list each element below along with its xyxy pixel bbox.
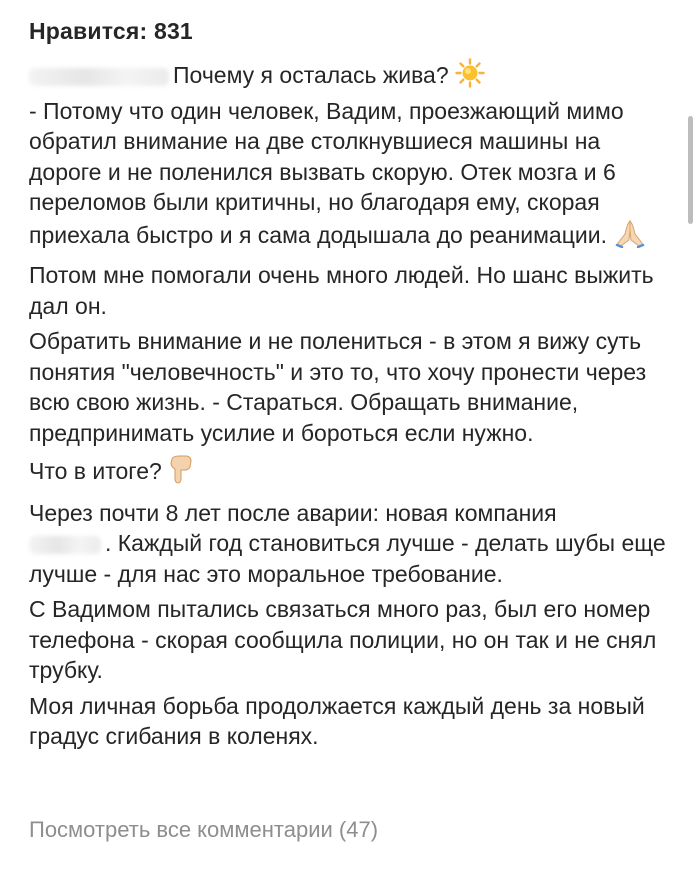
post-caption (29, 58, 679, 757)
folded-hands-emoji-icon (613, 218, 647, 256)
caption-paragraph: Моя личная борьба продолжается каждый день за новый градус сгибания в коленях. (29, 692, 645, 749)
caption-paragraph (29, 453, 679, 493)
caption-question: Что в итоге? (29, 457, 162, 484)
view-all-comments-link[interactable]: Посмотреть все комментарии (47) (29, 817, 379, 842)
likes-count[interactable]: Нравится: 831 (29, 18, 193, 44)
caption-paragraph (29, 58, 679, 255)
caption-first-line: Почему я осталась жива? (173, 61, 449, 88)
redacted-username (29, 68, 169, 86)
caption-result-detail: . Каждый год становиться лучше - делать шубы еще лучше - для нас это моральное требование. (29, 530, 666, 587)
caption-paragraph (29, 498, 679, 590)
scrollbar-thumb[interactable] (688, 116, 693, 224)
caption-paragraph: Потом мне помогали очень много людей. Но шанс выжить дал он. (29, 262, 654, 319)
caption-paragraph: Обратить внимание и не полениться - в этом я вижу суть понятия "человечность" и это то, что хочу пронести через всю свою жизнь. - Стараться. Обращать внимание, предпринимать усилие и бороться если нужно. (29, 328, 647, 446)
redacted-company (29, 536, 101, 554)
caption-result: Через почти 8 лет после аварии: новая компания (29, 499, 557, 526)
sun-emoji-icon (455, 58, 485, 96)
caption-paragraph: С Вадимом пытались связаться много раз, был его номер телефона - скорая сообщила полиции, но он так и не снял трубку. (29, 596, 657, 683)
caption-story: - Потому что один человек, Вадим, проезжающий мимо обратил внимание на две столкнувшиеся машины на дороге и не поленился вызвать скорую. Отек мозга и 6 переломов были критичны, но благодаря ему, скорая приехала быстро и я сама додышала до реанимации. (29, 97, 624, 248)
pointing-down-emoji-icon (168, 453, 194, 493)
